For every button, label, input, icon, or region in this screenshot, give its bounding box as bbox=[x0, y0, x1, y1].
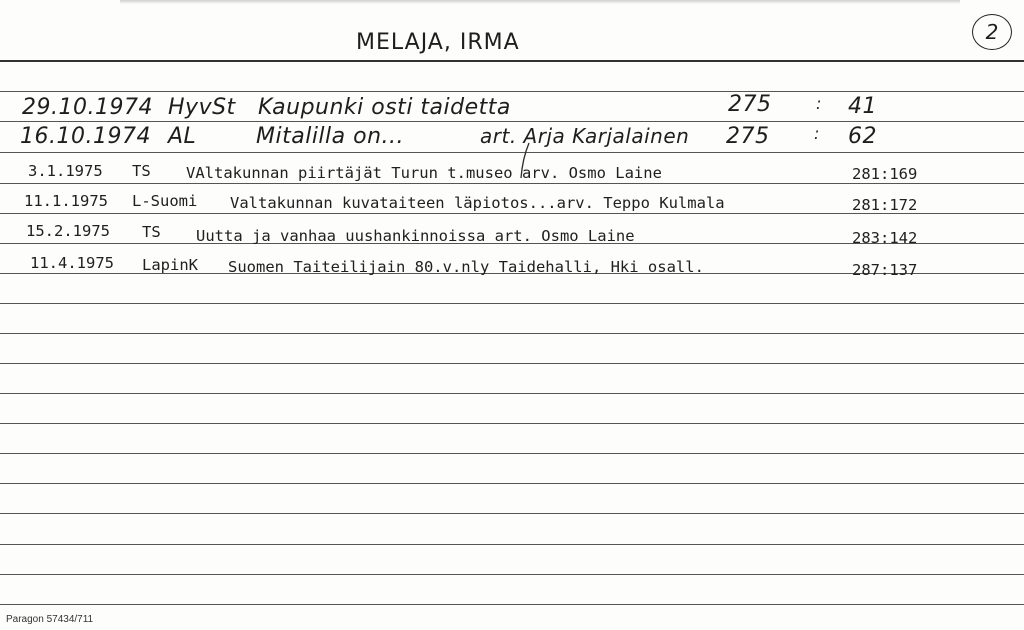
entry-source: TS bbox=[142, 223, 161, 241]
entry-ref-separator: : bbox=[814, 124, 820, 143]
entry-title: Kaupunki osti taidetta bbox=[258, 95, 511, 120]
entry-date: 3.1.1975 bbox=[28, 162, 103, 180]
entry-ref: 287:137 bbox=[852, 261, 918, 279]
entry-ref: 281:172 bbox=[852, 196, 918, 214]
entry-date: 11.1.1975 bbox=[24, 192, 108, 210]
entry-ref-page: 62 bbox=[848, 124, 877, 149]
card-imprint: Paragon 57434/711 bbox=[6, 614, 94, 625]
entry-source: L-Suomi bbox=[132, 192, 198, 210]
entry-ref: 281:169 bbox=[852, 165, 918, 183]
entry-source: HyvSt bbox=[168, 95, 236, 120]
entry-source: TS bbox=[132, 162, 151, 180]
entry-date: 16.10.1974 bbox=[20, 124, 151, 149]
entry-source: LapinK bbox=[142, 256, 198, 274]
entry-title: Mitalilla on... bbox=[256, 124, 405, 149]
entry-date: 29.10.1974 bbox=[22, 95, 153, 120]
entry-title: Uutta ja vanhaa uushankinnoissa art. Osmo Laine bbox=[196, 227, 635, 245]
card-title: MELAJA, IRMA bbox=[356, 30, 520, 55]
entry-ref: 283:142 bbox=[852, 229, 918, 247]
entry-title: Valtakunnan kuvataiteen läpiotos...arv. Teppo Kulmala bbox=[230, 194, 725, 212]
entry-date: 11.4.1975 bbox=[30, 254, 114, 272]
entry-ref-separator: : bbox=[816, 94, 822, 113]
entry-title: VAltakunnan piirtäjät Turun t.museo arv. Osmo Laine bbox=[186, 164, 662, 182]
card-number: 2 bbox=[985, 20, 999, 44]
entry-date: 15.2.1975 bbox=[26, 222, 110, 240]
entry-artist: art. Arja Karjalainen bbox=[480, 124, 690, 148]
entry-source: AL bbox=[168, 124, 197, 149]
entry-ref-volume: 275 bbox=[726, 124, 770, 149]
entry-ref-page: 41 bbox=[848, 94, 877, 119]
entry-ref-volume: 275 bbox=[728, 92, 772, 117]
entry-title: Suomen Taiteilijain 80.v.nly Taidehalli, Hki osall. bbox=[228, 258, 704, 276]
